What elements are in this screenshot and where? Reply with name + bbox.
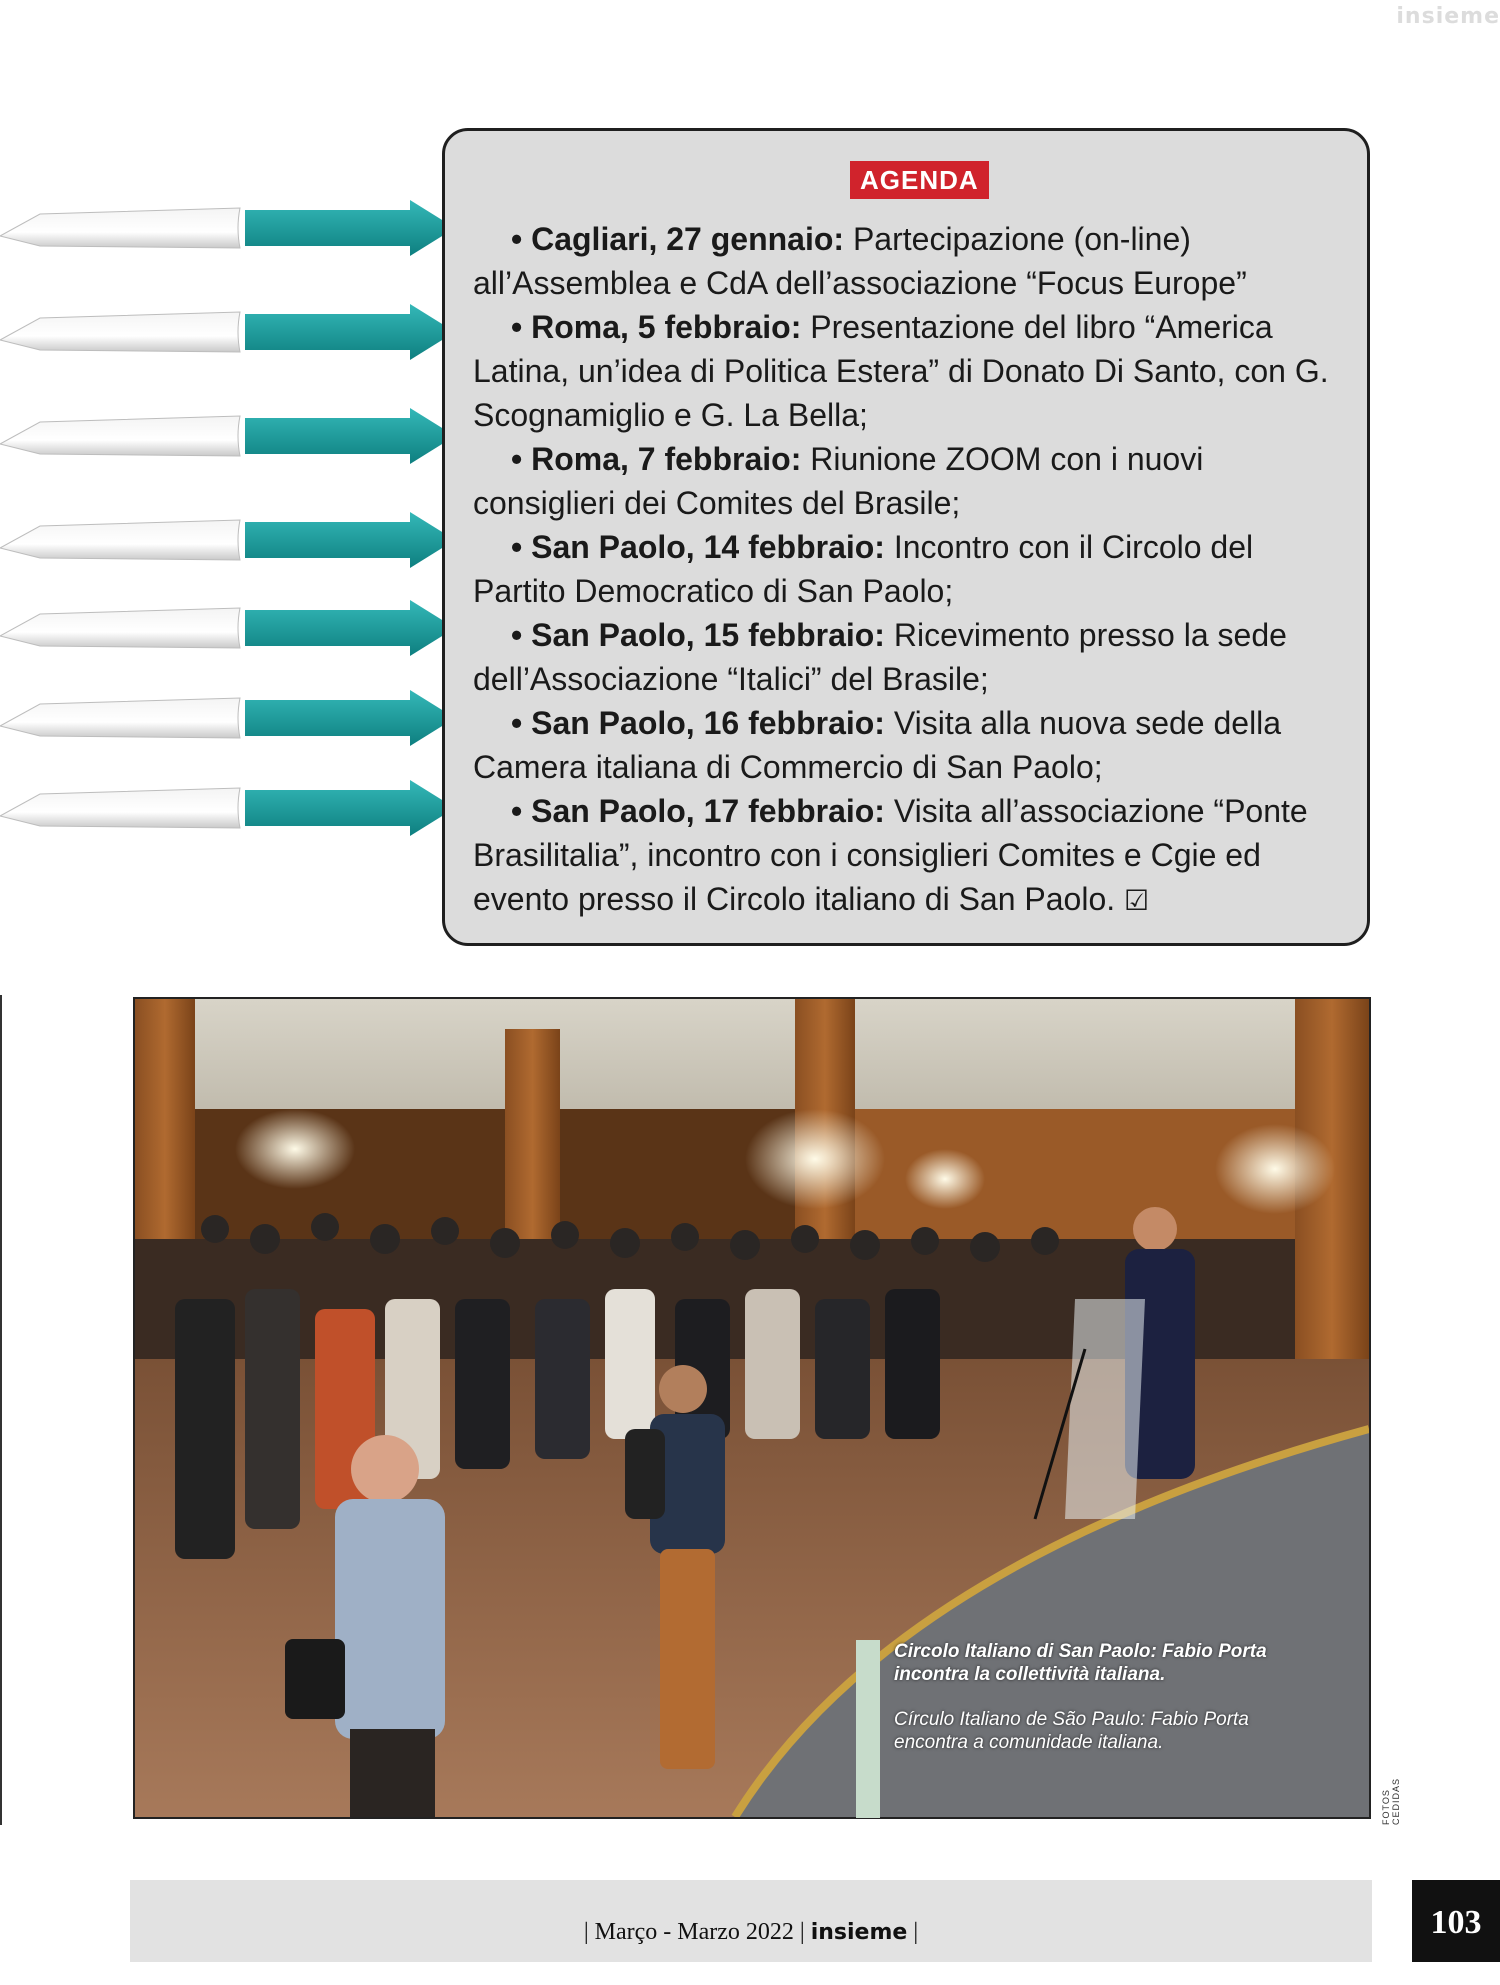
checkbox-end-icon: ☑ — [1124, 884, 1150, 917]
arrow-6 — [0, 690, 455, 746]
agenda-item-text: Incontro con il Circolo del Partito Democratico di San Paolo; — [473, 529, 1254, 609]
agenda-item-date: • Roma, 7 febbraio: — [511, 441, 802, 477]
agenda-item-text: Visita all’associazione “Ponte Brasilitalia”, incontro con i consiglieri Comites e Cgie ed evento presso il Circolo italiano di San Paolo. — [473, 793, 1308, 917]
agenda-item-date: • San Paolo, 14 febbraio: — [511, 529, 885, 565]
wall-lamp — [235, 1109, 355, 1189]
agenda-item-date: • Cagliari, 27 gennaio: — [511, 221, 845, 257]
arrow-4 — [0, 512, 455, 568]
footer-date: | Março - Marzo 2022 | — [583, 1919, 811, 1945]
photo-caption — [856, 1640, 1296, 1818]
caption-bar — [856, 1640, 880, 1818]
agenda-arrows — [0, 200, 470, 860]
agenda-item — [473, 437, 1353, 525]
agenda-item — [473, 701, 1353, 789]
arrow-5 — [0, 600, 455, 656]
left-rule — [0, 995, 2, 1825]
arrow-3 — [0, 408, 455, 464]
agenda-item-date: • Roma, 5 febbraio: — [511, 309, 802, 345]
agenda-box — [442, 128, 1370, 946]
arrow-1 — [0, 200, 455, 256]
footer-brand: insieme — [810, 1920, 908, 1945]
footer-bar — [130, 1880, 1372, 1962]
agenda-item-date: • San Paolo, 15 febbraio: — [511, 617, 885, 653]
agenda-item-text: Presentazione del libro “America Latina, un’idea di Politica Estera” di Donato Di Santo, con G. Scognamiglio e G. La Bella; — [473, 309, 1329, 433]
arrow-2 — [0, 304, 455, 360]
agenda-item — [473, 525, 1353, 613]
agenda-item — [473, 789, 1353, 923]
agenda-item-date: • San Paolo, 17 febbraio: — [511, 793, 885, 829]
agenda-item-text: Riunione ZOOM con i nuovi consiglieri dei Comites del Brasile; — [473, 441, 1204, 521]
agenda-list — [473, 217, 1353, 923]
agenda-item-text: Partecipazione (on-line) all’Assemblea e CdA dell’associazione “Focus Europe” — [473, 221, 1247, 301]
caption-portuguese: Círculo Italiano de São Paulo: Fabio Porta encontra a comunidade italiana. — [894, 1709, 1249, 1753]
masthead-logo: insieme — [1396, 4, 1500, 29]
arrow-7 — [0, 780, 455, 836]
caption-text — [894, 1640, 1294, 1754]
page-number: 103 — [1412, 1880, 1500, 1962]
caption-italian: Circolo Italiano di San Paolo: Fabio Porta incontra la collettività italiana. — [894, 1641, 1267, 1685]
wall-lamp — [745, 1109, 885, 1209]
agenda-item — [473, 613, 1353, 701]
agenda-title: AGENDA — [850, 161, 989, 199]
photo-credit: FOTOS CEDIDAS — [1381, 1777, 1401, 1825]
agenda-item — [473, 217, 1353, 305]
agenda-item-text: Ricevimento presso la sede dell’Associazione “Italici” del Brasile; — [473, 617, 1287, 697]
wall-lamp — [905, 1149, 985, 1209]
wall-lamp — [1215, 1124, 1335, 1214]
agenda-item-date: • San Paolo, 16 febbraio: — [511, 705, 885, 741]
agenda-item — [473, 305, 1353, 437]
footer-end: | — [907, 1919, 919, 1945]
agenda-item-text: Visita alla nuova sede della Camera italiana di Commercio di San Paolo; — [473, 705, 1282, 785]
